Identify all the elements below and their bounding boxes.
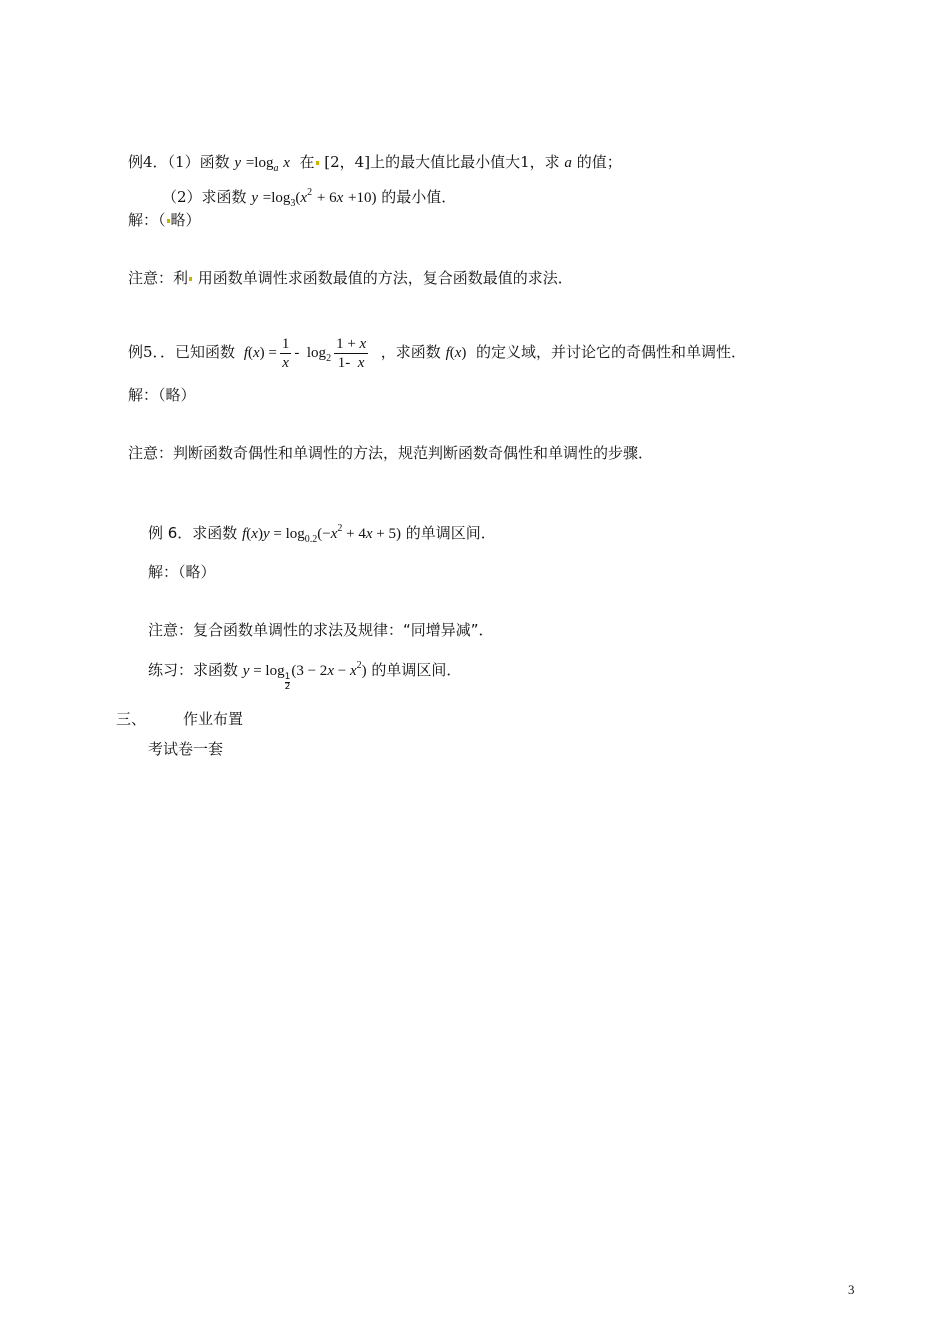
example-5-question [128, 334, 746, 377]
variable-a: a [564, 155, 572, 171]
example-4-part-2 [162, 183, 456, 214]
example-6-label: 例 6．求函数 [148, 524, 238, 542]
solution-end: 略） [170, 211, 201, 229]
formula-fx: f(x) [445, 345, 467, 361]
practice-end: 的单调区间． [371, 661, 462, 679]
example-5-end: 的定义域，并讨论它的奇偶性和单调性． [475, 343, 746, 361]
note-label: 注意：利 [128, 269, 189, 287]
note-text: 用函数单调性求函数最值的方法，复合函数最值的求法． [197, 269, 573, 287]
formula-f5: f(x) = $\frac{1}{x}$ - $\log_2$ $\frac{1 + x}{1- x}$ [243, 335, 367, 371]
highlight-mark [316, 161, 319, 165]
example-6-solution: 解：（略） [148, 563, 216, 581]
example-4-part-2-label: （2）求函数 [162, 188, 247, 206]
example-4-part-2-end: 的最小值． [381, 188, 457, 206]
example-6-question [148, 519, 496, 550]
example-4-label: 例4．（1）函数 [128, 153, 230, 171]
section-3-number: 三、 [116, 710, 147, 728]
formula-log-half: y = log $\frac{1}{2}(3 - 2x - x^2)$ [242, 660, 367, 692]
example-6-note: 注意：复合函数单调性的求法及规律：“同增异减”． [148, 621, 494, 639]
example-4-part-1 [128, 152, 622, 179]
example-4-mid-text: 在 [299, 153, 315, 171]
page-number: 3 [848, 1282, 855, 1297]
example-5-label: 例5．．已知函数 [128, 343, 236, 361]
section-3-title: 作业布置 [183, 710, 244, 728]
example-4-end-text: 的值； [576, 153, 622, 171]
example-5-mid: ，求函数 [380, 343, 441, 361]
example-4-solution [128, 210, 201, 230]
example-4-note [128, 268, 573, 288]
example-4-interval-text: [2，4]上的最大值比最小值大1，求 [324, 153, 560, 171]
practice-question [148, 656, 461, 692]
example-5-solution: 解：（略） [128, 386, 196, 404]
practice-label: 练习：求函数 [148, 661, 239, 679]
highlight-mark [167, 219, 170, 223]
section-3-content: 考试卷一套 [148, 740, 224, 758]
formula-log-a-x: $y =\log_a$ x [234, 155, 290, 174]
formula-log02: $f(x)y = \log_{0.2}(-x^2 + 4x + 5)$ [242, 523, 401, 545]
example-5-note: 注意：判断函数奇偶性和单调性的方法，规范判断函数奇偶性和单调性的步骤． [128, 444, 654, 462]
formula-log3: $y =\log_3(x^2 + 6x +10)$ [251, 187, 377, 209]
solution-label: 解：（ [128, 211, 166, 229]
highlight-mark [189, 277, 192, 281]
example-6-end: 的单调区间． [405, 524, 496, 542]
